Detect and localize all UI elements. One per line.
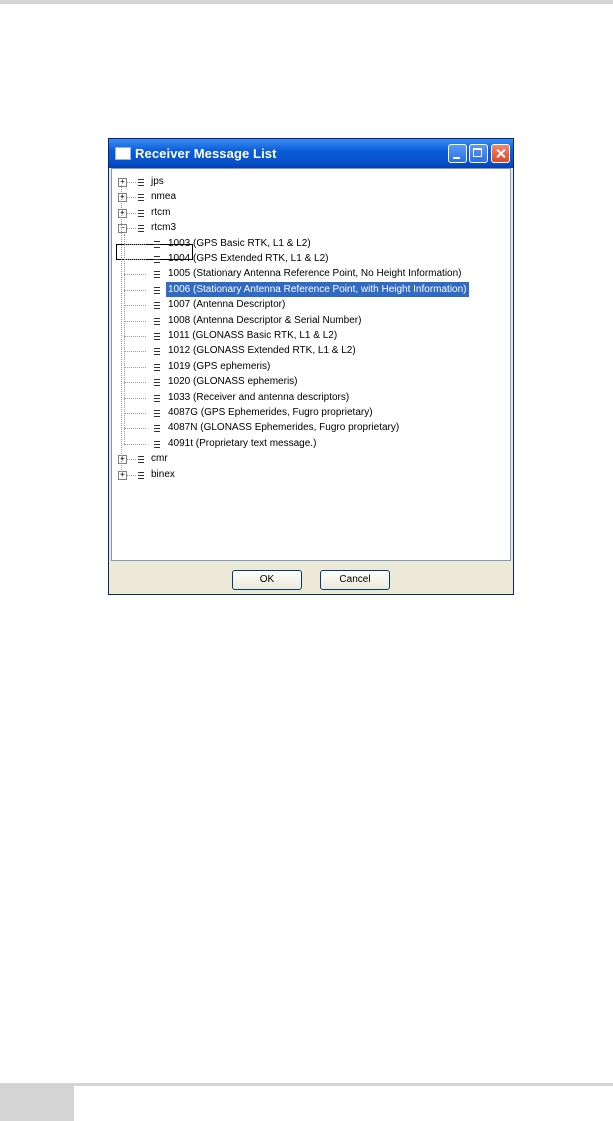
tree-node-rtcm3[interactable] (112, 220, 508, 235)
message-tree[interactable] (111, 168, 511, 561)
tree-connector (124, 259, 146, 260)
message-icon (154, 348, 160, 355)
tree-node-label: binex (151, 468, 175, 480)
message-group-icon (138, 179, 144, 186)
tree-connector (124, 428, 146, 429)
tree-connector (124, 351, 146, 352)
message-label: 1033 (Receiver and antenna descriptors) (168, 391, 350, 403)
page-footer-tab (0, 1086, 74, 1121)
tree-connector (124, 382, 146, 383)
message-label: 1020 (GLONASS ephemeris) (168, 376, 298, 388)
message-label: 1012 (GLONASS Extended RTK, L1 & L2) (168, 345, 356, 357)
tree-connector (124, 367, 146, 368)
message-icon (154, 302, 160, 309)
tree-connector (124, 398, 146, 399)
message-label: 4087G (GPS Ephemerides, Fugro proprietary) (168, 407, 373, 418)
tree-connector (124, 244, 146, 245)
tree-node-jps[interactable] (112, 174, 508, 189)
message-group-icon (138, 472, 144, 479)
collapse-icon[interactable]: − (118, 224, 127, 233)
message-group-icon (138, 456, 144, 463)
tree-node-label: nmea (151, 191, 177, 203)
tree-leaf-item[interactable] (112, 251, 508, 266)
message-icon (154, 318, 160, 325)
tree-connector (124, 274, 146, 275)
receiver-message-list-dialog (108, 138, 514, 595)
close-icon[interactable] (491, 144, 510, 163)
tree-leaf-item[interactable] (112, 420, 508, 435)
message-icon (154, 395, 160, 402)
tree-connector (127, 228, 136, 229)
tree-connector (124, 413, 146, 414)
tree-leaf-item[interactable] (112, 297, 508, 312)
tree-node-label: jps (151, 176, 164, 187)
window-title: Receiver Message List (135, 146, 277, 161)
expand-icon[interactable]: + (118, 209, 127, 218)
expand-icon[interactable]: + (118, 178, 127, 187)
tree-leaf-item[interactable] (112, 328, 508, 343)
page-bottom-rule (0, 1083, 613, 1086)
tree-leaf-item[interactable] (112, 405, 508, 420)
tree-node-binex[interactable] (112, 467, 508, 482)
tree-connector (121, 185, 122, 474)
tree-leaf-item[interactable] (112, 390, 508, 405)
tree-node-label: rtcm3 (151, 222, 176, 234)
message-label: 1003 (GPS Basic RTK, L1 & L2) (168, 237, 311, 249)
tree-connector (124, 336, 146, 337)
title-bar[interactable] (109, 139, 513, 168)
tree-connector (124, 444, 146, 445)
tree-leaf-item[interactable] (112, 343, 508, 358)
tree-leaf-item[interactable] (112, 313, 508, 328)
tree-connector (127, 213, 136, 214)
tree-node-label: cmr (151, 453, 168, 465)
tree-connector (127, 459, 136, 460)
message-label: 1007 (Antenna Descriptor) (168, 299, 286, 311)
message-label: 1011 (GLONASS Basic RTK, L1 & L2) (168, 330, 338, 341)
tree-node-rtcm[interactable] (112, 205, 508, 220)
tree-leaf-item[interactable] (112, 236, 508, 251)
message-label: 1004 (GPS Extended RTK, L1 & L2) (168, 253, 329, 264)
expand-icon[interactable]: + (118, 455, 127, 464)
message-label: 1008 (Antenna Descriptor & Serial Number) (168, 314, 362, 326)
message-group-icon (138, 210, 144, 217)
message-group-icon (138, 194, 144, 201)
message-icon (154, 333, 160, 340)
message-icon (154, 271, 160, 278)
cancel-button[interactable]: Cancel (320, 570, 390, 590)
message-label: 4087N (GLONASS Ephemerides, Fugro proprietary) (168, 422, 400, 434)
message-icon (154, 425, 160, 432)
tree-connector (127, 475, 136, 476)
selected-message-label: 1006 (Stationary Antenna Reference Point, with Height Information) (168, 283, 467, 295)
expand-icon[interactable]: + (118, 193, 127, 202)
tree-leaf-item[interactable] (112, 374, 508, 389)
message-icon (154, 287, 160, 294)
tree-connector (127, 197, 136, 198)
message-icon (154, 256, 160, 263)
message-label: 1019 (GPS ephemeris) (168, 360, 271, 372)
tree-connector (124, 305, 146, 306)
tree-node-nmea[interactable] (112, 189, 508, 204)
maximize-icon[interactable] (469, 144, 488, 163)
tree-node-cmr[interactable] (112, 451, 508, 466)
tree-leaf-item[interactable] (112, 436, 508, 451)
minimize-icon[interactable] (448, 144, 467, 163)
window-icon (115, 147, 131, 160)
message-icon (154, 410, 160, 417)
tree-connector (124, 290, 146, 291)
tree-node-label: rtcm (151, 206, 171, 218)
tree-leaf-item[interactable] (112, 282, 508, 297)
tree-leaf-item[interactable] (112, 266, 508, 281)
message-label: 1005 (Stationary Antenna Reference Point, No Height Information) (168, 268, 462, 280)
page-top-bar (0, 0, 613, 4)
message-icon (154, 364, 160, 371)
message-group-icon (138, 225, 144, 232)
tree-leaf-item[interactable] (112, 359, 508, 374)
tree-connector (124, 234, 125, 444)
expand-icon[interactable]: + (118, 471, 127, 480)
tree-connector (127, 182, 136, 183)
message-icon (154, 441, 160, 448)
message-icon (154, 241, 160, 248)
ok-button[interactable]: OK (232, 570, 302, 590)
message-icon (154, 379, 160, 386)
message-label: 4091t (Proprietary text message.) (168, 437, 317, 449)
tree-connector (124, 321, 146, 322)
